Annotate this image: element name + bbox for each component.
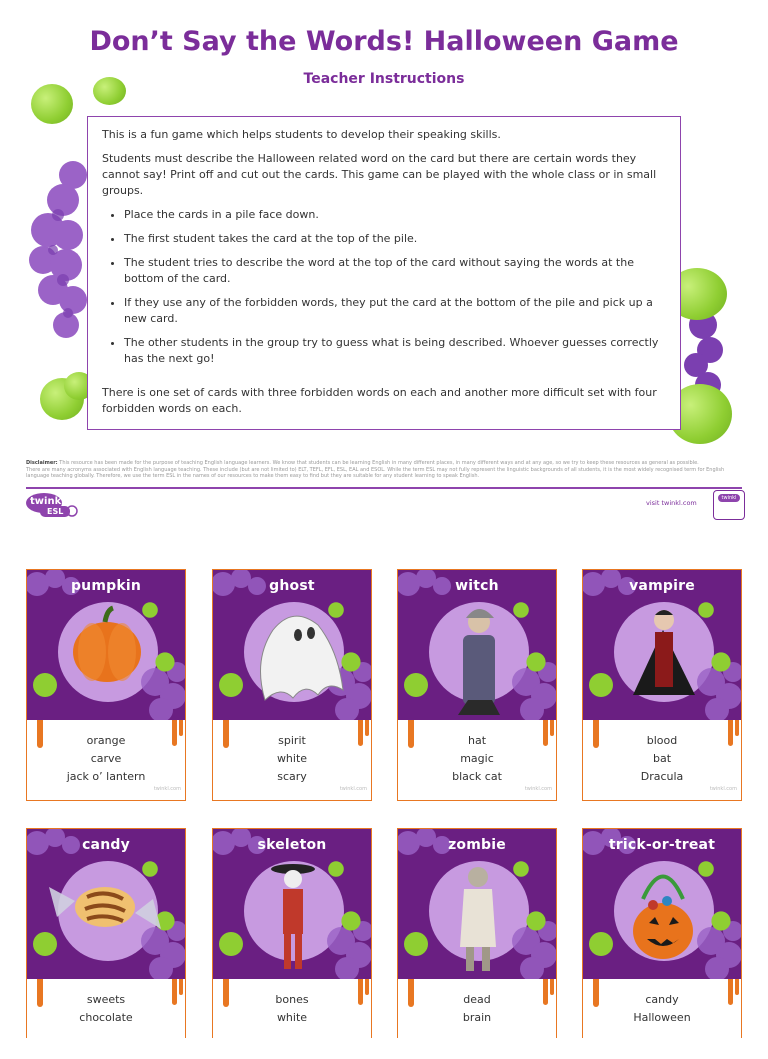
vampire-icon	[633, 610, 695, 695]
orange-drip-decoration	[358, 979, 363, 1005]
card-word: witch	[455, 578, 499, 594]
twinkl-esl-logo[interactable]	[26, 492, 78, 518]
forbidden-words	[583, 720, 741, 800]
page-subtitle: Teacher Instructions	[303, 71, 465, 87]
orange-drip-decoration	[37, 720, 43, 748]
game-card-pumpkin	[26, 569, 186, 801]
card-word: ghost	[269, 578, 315, 594]
instructions-paragraph: Students must describe the Halloween related word on the card but there are certain words they cannot say! Print off and cut out the cards. This game can be played with the whole class or in small groups.	[102, 152, 657, 197]
skeleton-icon	[271, 864, 315, 969]
visit-link[interactable]: visit twinkl.com	[646, 499, 697, 507]
forbidden-word: white	[276, 1011, 308, 1024]
logo-text: twinkl	[30, 496, 65, 507]
instruction-step: • The other students in the group try to guess what is being described. Whoever guesses correctly has the next go!	[124, 335, 666, 367]
quality-badge	[713, 490, 745, 520]
forbidden-word: candy	[645, 993, 679, 1006]
card-watermark: twinkl.com	[339, 786, 367, 792]
orange-drip-decoration	[223, 979, 229, 1007]
card-word: vampire	[629, 578, 695, 594]
forbidden-word: spirit	[278, 734, 306, 747]
game-card-witch	[397, 569, 557, 801]
disclaimer-text-2: There are many acronyms associated with English language teaching. These include (but are not limited to) ELT, TEFL, EFL, ESL, EAL and ESOL. While the term ESL may not fully represent the linguistic backgrounds of all students, it is the most widely recognised term for English language teaching globally. Therefore, we use the term ESL in the names of our resources to make them easy to find but they are suitable for any student learning to speak English.	[26, 466, 725, 479]
instructions-steps	[102, 207, 666, 367]
card-word: skeleton	[257, 837, 327, 853]
game-card-candy	[26, 828, 186, 1038]
card-watermark: twinkl.com	[709, 786, 737, 792]
forbidden-word: bones	[275, 993, 309, 1006]
forbidden-word: magic	[460, 752, 494, 765]
orange-drip-decoration	[223, 720, 229, 748]
orange-drip-decoration	[37, 979, 43, 1007]
forbidden-words	[398, 979, 556, 1059]
orange-drip-decoration	[365, 979, 369, 995]
card-illustration	[583, 829, 741, 979]
candy-icon	[49, 887, 161, 929]
forbidden-word: scary	[277, 770, 307, 783]
orange-drip-decoration	[179, 720, 183, 736]
card-illustration	[27, 829, 185, 979]
forbidden-word: carve	[90, 752, 122, 765]
orange-drip-decoration	[172, 720, 177, 746]
witch-icon	[458, 609, 500, 715]
orange-drip-decoration	[543, 720, 548, 746]
forbidden-words	[27, 720, 185, 800]
card-word: candy	[82, 837, 130, 853]
orange-drip-decoration	[179, 979, 183, 995]
orange-drip-decoration	[408, 979, 414, 1007]
forbidden-words	[213, 720, 371, 800]
coral-decoration-left	[28, 155, 90, 345]
instructions-box	[87, 116, 681, 430]
footer-divider	[26, 487, 742, 489]
forbidden-words	[213, 979, 371, 1059]
forbidden-word: bat	[652, 752, 672, 765]
orange-drip-decoration	[543, 979, 548, 1005]
orange-drip-decoration	[728, 979, 733, 1005]
forbidden-word: sweets	[86, 993, 126, 1006]
game-card-trick-or-treat	[582, 828, 742, 1038]
instruction-step: • The first student takes the card at the top of the pile.	[124, 231, 666, 247]
orange-drip-decoration	[550, 979, 554, 995]
page-title: Don’t Say the Words! Halloween Game	[89, 26, 679, 57]
forbidden-word: dead	[463, 993, 491, 1006]
card-illustration	[27, 570, 185, 720]
card-word: zombie	[448, 837, 506, 853]
forbidden-word: hat	[467, 734, 487, 747]
pumpkin-icon	[73, 608, 141, 682]
slime-blob-decoration	[93, 77, 126, 105]
game-card-ghost	[212, 569, 372, 801]
orange-drip-decoration	[365, 720, 369, 736]
disclaimer	[26, 460, 744, 480]
card-illustration	[583, 570, 741, 720]
card-watermark: twinkl.com	[524, 786, 552, 792]
forbidden-word: Halloween	[633, 1011, 691, 1024]
game-card-skeleton	[212, 828, 372, 1038]
forbidden-word: white	[276, 752, 308, 765]
forbidden-word: orange	[86, 734, 126, 747]
forbidden-word: Dracula	[640, 770, 684, 783]
forbidden-words	[583, 979, 741, 1059]
orange-drip-decoration	[172, 979, 177, 1005]
forbidden-word: chocolate	[79, 1011, 133, 1024]
logo-subtext: ESL	[47, 507, 64, 516]
forbidden-word: jack o’ lantern	[66, 770, 146, 783]
disclaimer-text: This resource has been made for the purpose of teaching English language learners. We know that students can be learning English in many different places, in many different ways and at any age, so we try to keep these resources as general as possible.	[59, 460, 699, 466]
orange-drip-decoration	[728, 720, 733, 746]
orange-drip-decoration	[735, 979, 739, 995]
card-illustration	[398, 829, 556, 979]
card-watermark: twinkl.com	[153, 786, 181, 792]
card-illustration	[398, 570, 556, 720]
game-card-zombie	[397, 828, 557, 1038]
badge-text: twinkl	[718, 494, 740, 502]
forbidden-word: brain	[462, 1011, 492, 1024]
disclaimer-label: Disclaimer:	[26, 460, 58, 466]
card-illustration	[213, 829, 371, 979]
forbidden-word: blood	[646, 734, 678, 747]
forbidden-words	[398, 720, 556, 800]
instructions-closing: There is one set of cards with three forbidden words on each and another more difficult set with four forbidden words on each.	[102, 386, 657, 415]
card-word: trick-or-treat	[608, 837, 716, 853]
card-word: pumpkin	[70, 578, 142, 594]
treat-bag-icon	[633, 877, 693, 960]
orange-drip-decoration	[408, 720, 414, 748]
orange-drip-decoration	[593, 979, 599, 1007]
slime-blob-decoration	[31, 84, 73, 124]
zombie-icon	[460, 867, 496, 971]
forbidden-word: black cat	[452, 770, 502, 783]
forbidden-words	[27, 979, 185, 1059]
instruction-step: • The student tries to describe the word at the top of the card without saying the words at the bottom of the card.	[124, 255, 666, 287]
card-illustration	[213, 570, 371, 720]
instruction-step: • Place the cards in a pile face down.	[124, 207, 666, 223]
instructions-intro: This is a fun game which helps students to develop their speaking skills.	[102, 128, 501, 141]
game-card-vampire	[582, 569, 742, 801]
orange-drip-decoration	[358, 720, 363, 746]
orange-drip-decoration	[735, 720, 739, 736]
orange-drip-decoration	[593, 720, 599, 748]
orange-drip-decoration	[550, 720, 554, 736]
instruction-step: • If they use any of the forbidden words, they put the card at the bottom of the pile and pick up a new card.	[124, 295, 666, 327]
